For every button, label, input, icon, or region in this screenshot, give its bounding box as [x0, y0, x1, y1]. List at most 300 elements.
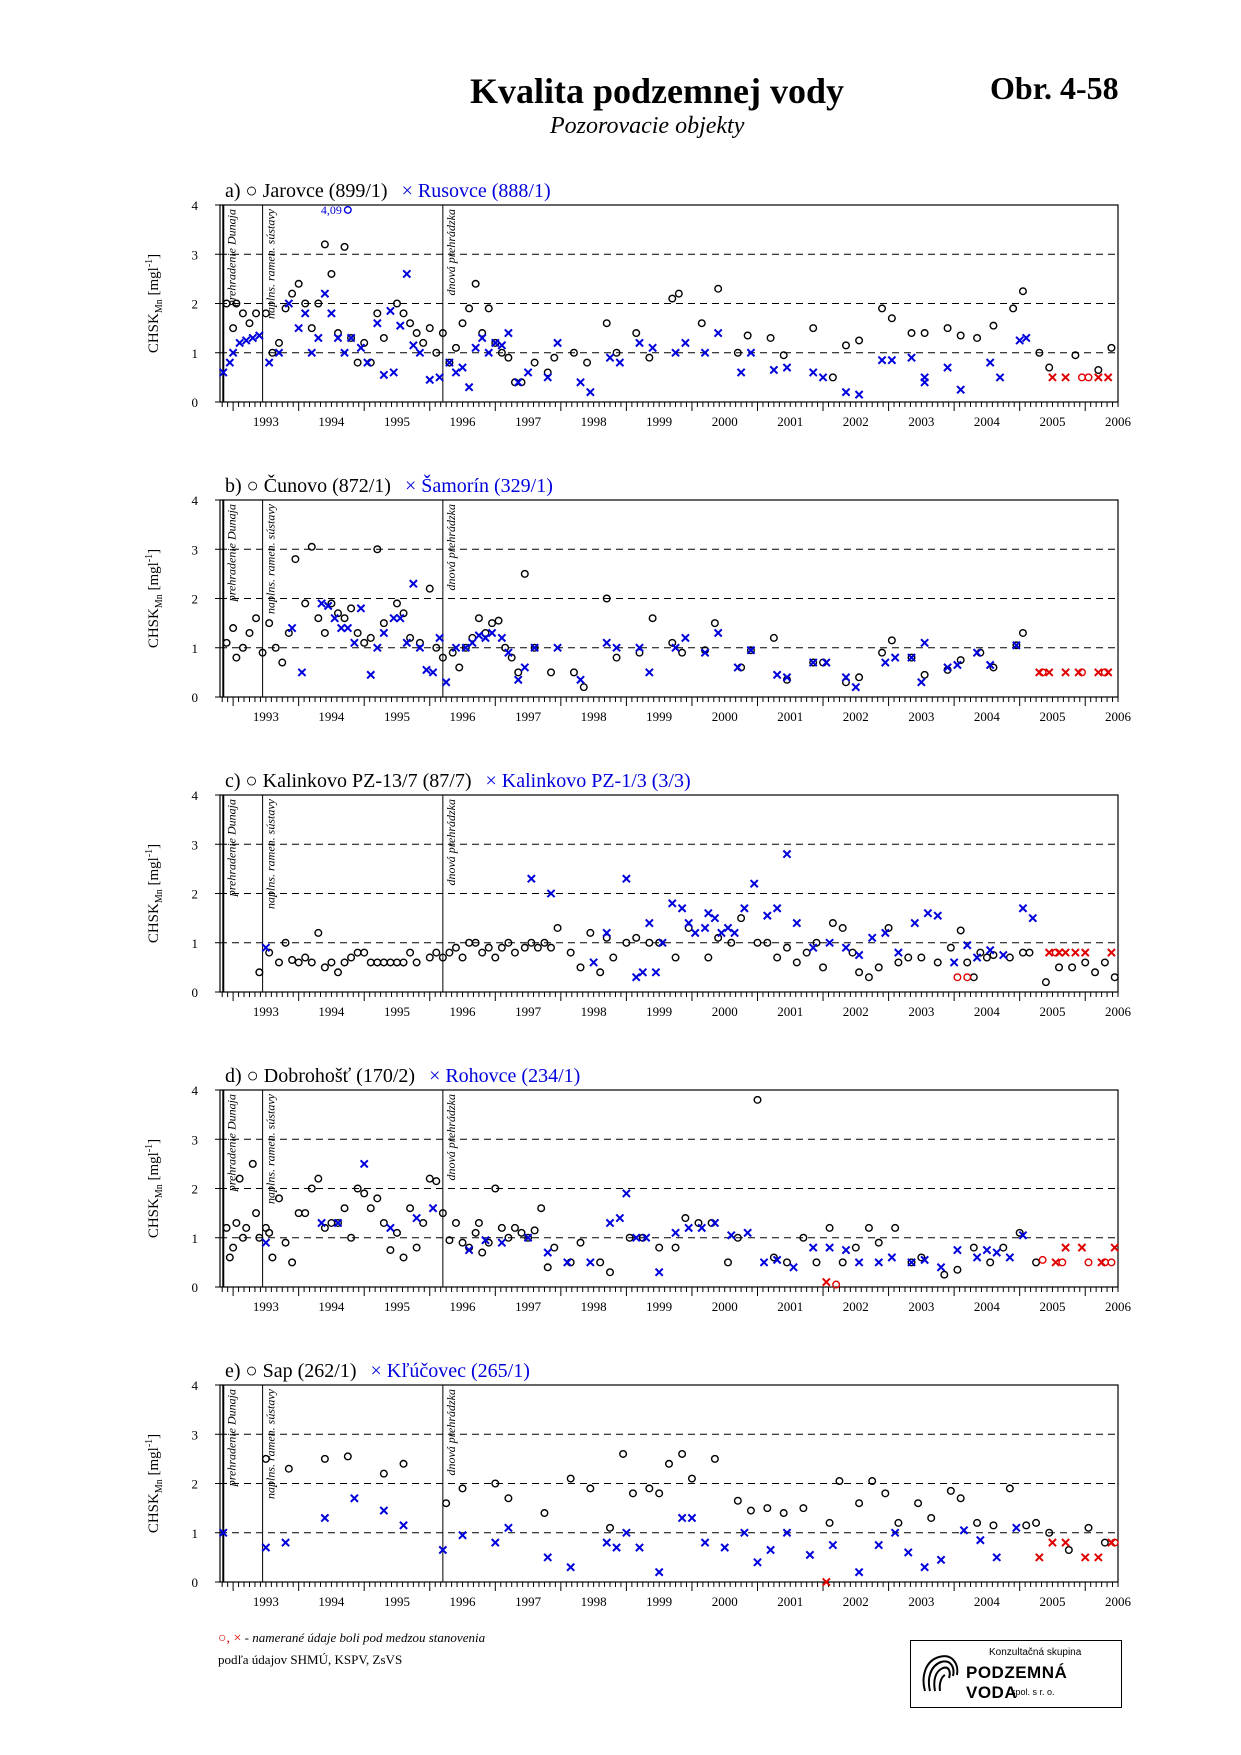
x-tick-label: 1995 [383, 1299, 410, 1314]
data-point-cross [954, 1246, 961, 1253]
data-point-cross [318, 1219, 325, 1226]
data-point-circle [921, 672, 928, 679]
data-point-circle [551, 354, 558, 361]
y-tick-label: 3 [191, 1427, 198, 1443]
data-point-circle [286, 1465, 293, 1472]
y-axis-label-main: CHSK [146, 313, 162, 354]
data-point-cross [744, 1229, 751, 1236]
data-point-circle [1023, 1522, 1030, 1529]
y-tick-label: 4 [191, 198, 198, 213]
data-point-circle [472, 1230, 479, 1237]
data-point-cross [842, 1246, 849, 1253]
data-point-circle [302, 600, 309, 607]
data-point-circle [954, 974, 961, 981]
event-label: naplns. ramen. sústavy [263, 209, 278, 319]
data-point-circle [1092, 969, 1099, 976]
data-point-circle [538, 1205, 545, 1212]
data-point-cross [465, 384, 472, 391]
x-tick-label: 1998 [580, 709, 607, 724]
x-tick-label: 1993 [252, 1004, 279, 1019]
company-logo [910, 1640, 1122, 1708]
annotation-marker [345, 207, 352, 214]
data-point-cross [636, 339, 643, 346]
data-point-cross [387, 1224, 394, 1231]
data-point-circle [476, 1220, 483, 1227]
x-tick-label: 2002 [842, 1594, 869, 1609]
y-tick-label: 2 [191, 886, 198, 902]
data-point-cross [397, 615, 404, 622]
data-point-circle [308, 959, 315, 966]
data-point-circle [308, 325, 315, 332]
x-tick-label: 1998 [580, 1299, 607, 1314]
data-point-cross [905, 1549, 912, 1556]
data-point-circle [957, 332, 964, 339]
data-point-circle [413, 959, 420, 966]
data-point-cross [226, 359, 233, 366]
data-point-cross [711, 1219, 718, 1226]
data-point-cross [944, 364, 951, 371]
data-point-cross [855, 1569, 862, 1576]
data-point-circle [266, 620, 273, 627]
data-point-cross [498, 1239, 505, 1246]
x-tick-label: 1995 [383, 709, 410, 724]
chart-panel-e [144, 1360, 1132, 1609]
data-point-circle [577, 964, 584, 971]
data-point-cross [705, 910, 712, 917]
data-point-circle [895, 1520, 902, 1527]
data-point-cross [855, 1259, 862, 1266]
data-point-cross [357, 605, 364, 612]
data-point-cross [983, 1246, 990, 1253]
data-point-circle [810, 325, 817, 332]
data-point-circle [839, 925, 846, 932]
x-tick-label: 2006 [1105, 414, 1131, 429]
data-point-cross [908, 654, 915, 661]
data-point-cross [351, 1495, 358, 1502]
series-a-title: ○ Jarovce (899/1) [245, 180, 388, 202]
data-point-circle [1033, 1520, 1040, 1527]
data-point-cross [1019, 905, 1026, 912]
data-point-cross [826, 1244, 833, 1251]
data-point-cross [577, 676, 584, 683]
data-point-circle [354, 630, 361, 637]
data-point-cross [646, 919, 653, 926]
data-point-cross [921, 1564, 928, 1571]
y-axis-label [144, 1139, 165, 1238]
y-tick-label: 3 [191, 1132, 198, 1148]
data-point-circle [367, 959, 374, 966]
data-point-circle [682, 1215, 689, 1222]
x-tick-label: 2004 [973, 1594, 1000, 1609]
data-point-cross [688, 1514, 695, 1521]
data-point-circle [984, 954, 991, 961]
data-point-cross [810, 944, 817, 951]
data-point-circle [485, 305, 492, 312]
data-point-cross [1049, 374, 1056, 381]
data-point-cross [1082, 1554, 1089, 1561]
data-point-cross [1023, 334, 1030, 341]
series-b-title: × Šamorín (329/1) [404, 475, 553, 497]
y-axis-label-close: ] [146, 548, 162, 554]
x-tick-label: 1994 [318, 1299, 345, 1314]
data-point-circle [679, 649, 686, 656]
data-point-cross [685, 1224, 692, 1231]
data-point-cross [731, 929, 738, 936]
y-axis-label-unit: [mgl [146, 562, 162, 595]
x-tick-label: 2005 [1039, 1594, 1066, 1609]
data-point-circle [394, 600, 401, 607]
data-point-circle [505, 354, 512, 361]
data-point-circle [879, 305, 886, 312]
event-label: naplns. ramen. sústavy [263, 1094, 278, 1204]
y-axis-label-close: ] [146, 843, 162, 849]
data-point-circle [341, 244, 348, 251]
data-point-circle [289, 290, 296, 297]
data-point-cross [515, 379, 522, 386]
data-point-cross [1013, 1524, 1020, 1531]
y-tick-label: 2 [191, 296, 198, 312]
data-point-cross [328, 310, 335, 317]
x-tick-label: 1994 [318, 414, 345, 429]
panel-label: e) [225, 1360, 246, 1382]
data-point-cross [960, 1527, 967, 1534]
data-point-circle [381, 1220, 388, 1227]
data-point-circle [970, 1244, 977, 1251]
panel-label: a) [225, 180, 246, 202]
chart-panel-b [144, 473, 1132, 724]
data-point-circle [689, 1475, 696, 1482]
data-point-circle [443, 1500, 450, 1507]
data-point-circle [964, 974, 971, 981]
data-point-cross [741, 905, 748, 912]
data-point-circle [767, 335, 774, 342]
data-point-cross [751, 880, 758, 887]
data-point-cross [908, 1259, 915, 1266]
data-point-circle [577, 1239, 584, 1246]
x-tick-label: 2004 [973, 1004, 1000, 1019]
x-tick-label: 2000 [711, 1594, 738, 1609]
data-point-cross [728, 1232, 735, 1239]
logo-line2: PODZEMNÁ VODA [966, 1663, 1068, 1702]
y-tick-label: 2 [191, 1181, 198, 1197]
data-point-circle [656, 1490, 663, 1497]
series-a-title: ○ Kalinkovo PZ-13/7 (87/7) [245, 770, 472, 792]
data-point-circle [1056, 964, 1063, 971]
data-point-circle [875, 1239, 882, 1246]
series-b-title: × Kľúčovec (265/1) [370, 1360, 530, 1382]
data-point-circle [856, 1500, 863, 1507]
data-point-cross [1095, 669, 1102, 676]
data-point-cross [895, 949, 902, 956]
data-point-circle [771, 635, 778, 642]
data-point-cross [262, 1544, 269, 1551]
data-point-cross [987, 359, 994, 366]
y-axis-label-exp: -1 [144, 848, 155, 858]
data-point-cross [669, 900, 676, 907]
panel-title [225, 1065, 580, 1087]
data-point-cross [852, 684, 859, 691]
legend-symbols: ○, × [218, 1631, 242, 1646]
y-axis-label-sub: Mn [154, 1479, 165, 1494]
data-point-circle [253, 310, 260, 317]
data-point-circle [1079, 374, 1086, 381]
data-point-circle [308, 543, 315, 550]
data-point-cross [764, 912, 771, 919]
data-point-cross [924, 910, 931, 917]
data-point-circle [1020, 630, 1027, 637]
data-point-circle [479, 1249, 486, 1256]
data-point-cross [344, 624, 351, 631]
data-point-circle [322, 1456, 329, 1463]
data-point-circle [521, 571, 528, 578]
x-tick-label: 1998 [580, 1594, 607, 1609]
data-point-cross [374, 320, 381, 327]
data-point-circle [1108, 345, 1115, 352]
data-point-circle [597, 1259, 604, 1266]
data-point-cross [679, 905, 686, 912]
x-tick-label: 1996 [449, 1594, 476, 1609]
x-tick-label: 1994 [318, 1594, 345, 1609]
data-point-cross [1095, 374, 1102, 381]
data-point-cross [649, 344, 656, 351]
data-point-circle [459, 1239, 466, 1246]
figure-number: Obr. 4-58 [990, 70, 1119, 106]
data-point-cross [606, 1219, 613, 1226]
data-point-cross [842, 674, 849, 681]
data-point-circle [944, 325, 951, 332]
event-label: dnová prehrádzka [443, 1389, 458, 1476]
data-point-cross [492, 339, 499, 346]
data-point-circle [672, 954, 679, 961]
data-point-circle [551, 1244, 558, 1251]
y-tick-label: 0 [191, 395, 198, 410]
data-point-circle [990, 322, 997, 329]
data-point-circle [541, 1510, 548, 1517]
data-point-cross [652, 969, 659, 976]
chart-panel-c [144, 770, 1132, 1019]
y-axis-label [144, 1434, 165, 1533]
data-point-circle [341, 1205, 348, 1212]
data-point-circle [456, 664, 463, 671]
data-point-circle [413, 1244, 420, 1251]
x-tick-label: 2004 [973, 414, 1000, 429]
data-point-cross [380, 629, 387, 636]
x-tick-label: 2006 [1105, 1594, 1131, 1609]
chart-panel-a [144, 180, 1132, 429]
data-point-cross [403, 270, 410, 277]
y-tick-label: 3 [191, 542, 198, 558]
logo-line3: spol. s r. o. [1011, 1687, 1055, 1697]
data-point-cross [1108, 949, 1115, 956]
data-point-circle [505, 1495, 512, 1502]
data-point-cross [951, 959, 958, 966]
series-b-title: × Kalinkovo PZ-1/3 (3/3) [485, 770, 691, 792]
data-point-circle [499, 1225, 506, 1232]
data-point-circle [1010, 305, 1017, 312]
data-point-cross [236, 339, 243, 346]
data-point-circle [754, 1097, 761, 1104]
data-point-circle [826, 1520, 833, 1527]
data-point-circle [990, 1522, 997, 1529]
data-point-cross [1036, 1554, 1043, 1561]
data-point-cross [469, 639, 476, 646]
y-axis-label-sub: Mn [154, 889, 165, 904]
data-point-circle [754, 939, 761, 946]
annotation-label: 4,09 [320, 202, 342, 217]
y-axis-label-unit: [mgl [146, 857, 162, 890]
y-tick-label: 0 [191, 1280, 198, 1295]
x-tick-label: 1999 [646, 709, 673, 724]
data-point-circle [453, 1220, 460, 1227]
data-point-circle [603, 320, 610, 327]
data-point-circle [915, 1500, 922, 1507]
data-point-cross [472, 344, 479, 351]
data-point-cross [387, 307, 394, 314]
y-axis-label-sub: Mn [154, 299, 165, 314]
data-point-circle [735, 1497, 742, 1504]
event-label: prehradenie Dunaja [224, 1389, 239, 1487]
data-point-circle [367, 1205, 374, 1212]
x-tick-label: 2002 [842, 414, 869, 429]
data-point-circle [374, 959, 381, 966]
data-point-circle [725, 1259, 732, 1266]
panel-title [225, 1360, 530, 1382]
event-label: naplns. ramen. sústavy [263, 799, 278, 909]
data-point-circle [597, 969, 604, 976]
data-point-circle [230, 325, 237, 332]
data-point-circle [866, 1225, 873, 1232]
data-point-circle [341, 615, 348, 622]
x-tick-label: 2001 [777, 414, 804, 429]
data-point-circle [1059, 1259, 1066, 1266]
data-point-circle [354, 949, 361, 956]
data-point-circle [459, 320, 466, 327]
data-point-circle [249, 1161, 256, 1168]
data-point-cross [380, 1507, 387, 1514]
data-point-cross [397, 322, 404, 329]
data-point-circle [794, 959, 801, 966]
event-label: naplns. ramen. sústavy [263, 1389, 278, 1499]
data-point-cross [888, 357, 895, 364]
data-point-cross [426, 376, 433, 383]
y-axis-label-main: CHSK [146, 608, 162, 649]
y-axis-label-exp: -1 [144, 1438, 155, 1448]
data-point-cross [1062, 669, 1069, 676]
data-point-circle [381, 1470, 388, 1477]
data-point-circle [856, 674, 863, 681]
y-axis-label-main: CHSK [146, 1493, 162, 1534]
data-point-circle [954, 1266, 961, 1273]
data-point-cross [524, 369, 531, 376]
data-point-cross [682, 339, 689, 346]
data-point-cross [577, 379, 584, 386]
x-tick-label: 1999 [646, 1299, 673, 1314]
data-point-circle [830, 920, 837, 927]
data-point-circle [361, 949, 368, 956]
data-point-circle [253, 1210, 260, 1217]
data-point-circle [233, 654, 240, 661]
data-point-circle [345, 1453, 352, 1460]
data-point-cross [479, 334, 486, 341]
data-point-cross [692, 929, 699, 936]
y-tick-label: 1 [191, 1230, 198, 1246]
data-point-circle [531, 1227, 538, 1234]
data-point-circle [613, 654, 620, 661]
data-point-circle [1007, 954, 1014, 961]
x-tick-label: 2001 [777, 1299, 804, 1314]
data-point-circle [302, 1210, 309, 1217]
panel-label: d) [225, 1065, 247, 1087]
data-point-circle [646, 939, 653, 946]
data-point-circle [826, 1225, 833, 1232]
data-point-cross [587, 1259, 594, 1266]
data-point-circle [780, 1510, 787, 1517]
data-point-circle [335, 969, 342, 976]
event-label: dnová prehrádzka [443, 504, 458, 591]
data-point-cross [679, 1514, 686, 1521]
x-tick-label: 2001 [777, 709, 804, 724]
data-point-cross [636, 1544, 643, 1551]
data-point-circle [328, 271, 335, 278]
data-point-circle [328, 959, 335, 966]
panel-title [225, 770, 691, 792]
data-point-circle [282, 1239, 289, 1246]
data-point-cross [295, 325, 302, 332]
data-point-cross [1062, 949, 1069, 956]
y-axis-label-exp: -1 [144, 553, 155, 563]
data-point-cross [282, 1539, 289, 1546]
series-a-title: ○ Čunovo (872/1) [246, 475, 391, 497]
data-point-circle [738, 915, 745, 922]
data-point-cross [243, 337, 250, 344]
data-point-circle [607, 1525, 614, 1532]
data-point-circle [646, 354, 653, 361]
data-point-cross [882, 659, 889, 666]
data-point-circle [407, 949, 414, 956]
y-tick-label: 0 [191, 690, 198, 705]
data-point-cross [606, 354, 613, 361]
data-point-cross [361, 1160, 368, 1167]
data-point-circle [853, 1244, 860, 1251]
data-point-cross [639, 969, 646, 976]
y-tick-label: 1 [191, 345, 198, 361]
data-point-circle [672, 1244, 679, 1251]
x-tick-label: 2006 [1105, 1299, 1131, 1314]
y-axis-label-unit: [mgl [146, 267, 162, 300]
data-point-circle [322, 241, 329, 248]
data-point-cross [266, 359, 273, 366]
data-point-cross [505, 329, 512, 336]
data-point-cross [364, 359, 371, 366]
data-point-circle [413, 330, 420, 337]
data-point-cross [436, 374, 443, 381]
y-axis-label-exp: -1 [144, 258, 155, 268]
data-point-cross [875, 1259, 882, 1266]
data-point-cross [1000, 951, 1007, 958]
data-point-cross [1046, 669, 1053, 676]
data-point-cross [436, 634, 443, 641]
data-point-circle [587, 1485, 594, 1492]
data-point-circle [253, 615, 260, 622]
data-point-cross [715, 629, 722, 636]
y-tick-label: 1 [191, 1525, 198, 1541]
data-point-cross [829, 1541, 836, 1548]
data-point-circle [646, 1485, 653, 1492]
x-tick-label: 1997 [515, 1004, 542, 1019]
data-point-cross [603, 1539, 610, 1546]
y-axis-label-exp: -1 [144, 1143, 155, 1153]
data-point-cross [911, 919, 918, 926]
